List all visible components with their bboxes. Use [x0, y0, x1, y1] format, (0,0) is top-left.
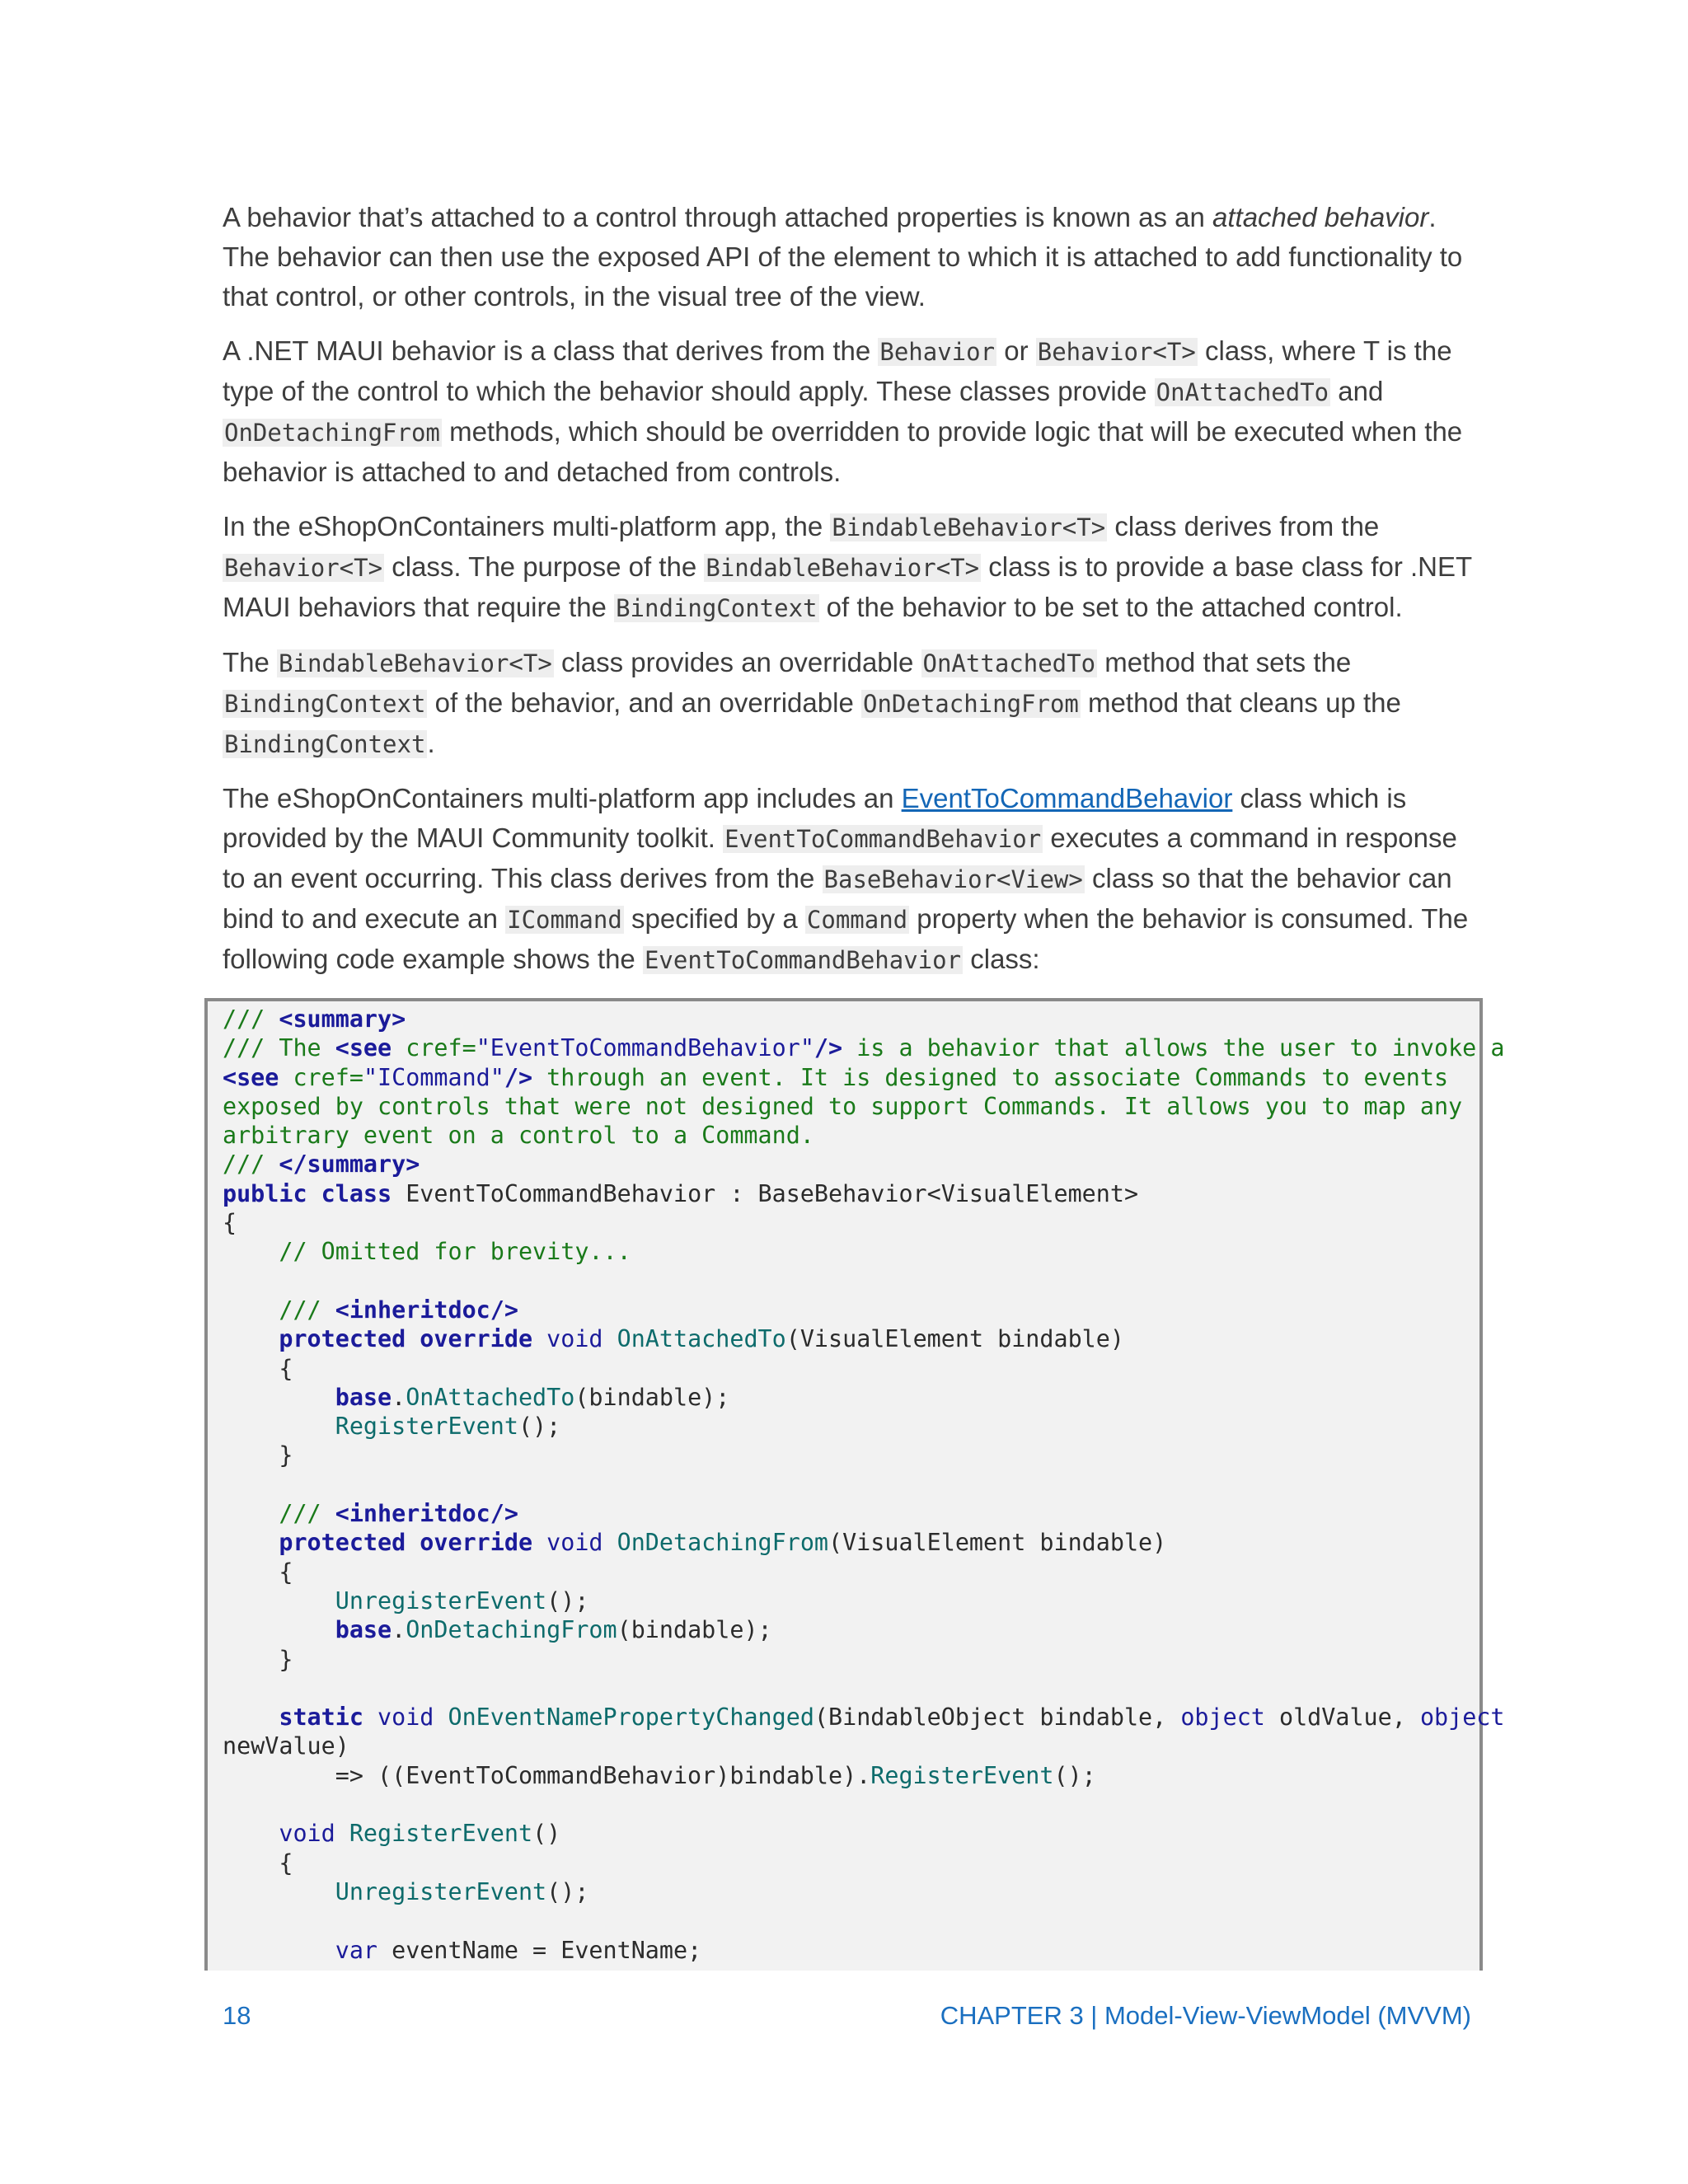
code-line: [223, 1296, 518, 1324]
inline-code: EventToCommandBehavior: [724, 825, 1042, 853]
inline-code: Behavior<T>: [224, 554, 383, 582]
code-token: => ((EventToCommandBehavior)bindable).: [223, 1761, 871, 1789]
inline-code: ICommand: [507, 906, 622, 934]
code-token: UnregisterEvent: [335, 1586, 547, 1615]
code-token: /// The: [223, 1034, 335, 1062]
code-token: [223, 1500, 279, 1527]
code-token: (bindable);: [574, 1383, 730, 1411]
code-token: ///: [223, 1005, 279, 1033]
code-token: // Omitted for brevity...: [279, 1238, 631, 1266]
code-line: [223, 1616, 772, 1643]
code-token: through an event. It is designed to associate Commands to events: [532, 1063, 1449, 1091]
code-token: [223, 1296, 279, 1324]
code-token: protected override: [279, 1529, 547, 1557]
code-token: (): [532, 1820, 561, 1848]
code-line: [223, 1849, 293, 1877]
code-token: [223, 1384, 335, 1411]
code-token: [223, 1587, 335, 1615]
inline-code: Behavior<T>: [1037, 338, 1196, 366]
code-token: EventToCommandBehavior : BaseBehavior<VisualElement>: [406, 1179, 1139, 1207]
code-token: OnAttachedTo: [406, 1383, 575, 1411]
code-token: oldValue,: [1264, 1704, 1420, 1732]
code-token: cref=: [293, 1063, 363, 1091]
code-token: [223, 1238, 279, 1265]
code-token: base: [335, 1383, 392, 1411]
code-line: [223, 1762, 1096, 1789]
code-token: "EventToCommandBehavior": [476, 1034, 814, 1062]
inline-code: BaseBehavior<View>: [823, 865, 1083, 893]
paragraph-bindable-behavior: In the eShopOnContainers multi-platform app, the BindableBehavior<T> class derives from the Behavior<T> class. The purpose of the BindableBehavior<T> class is to provide a base class for .NET MAUI behaviors that require the BindingContext of the behavior to be set to the attached control.: [223, 511, 1472, 622]
code-token: [223, 1325, 279, 1352]
paragraph-overridable-methods: The BindableBehavior<T> class provides an overridable OnAttachedTo method that sets the BindingContext of the behavior, and an overridable OnDetachingFrom method that cleans up the BindingContext.: [223, 647, 1401, 758]
page-number: 18: [223, 2001, 251, 2030]
inline-code: Behavior: [879, 338, 996, 366]
code-token: [223, 1529, 279, 1556]
code-token: />: [504, 1063, 533, 1091]
code-token: OnDetachingFrom: [617, 1529, 828, 1557]
code-token: void: [279, 1820, 349, 1848]
code-token: base: [335, 1616, 392, 1644]
inline-code: BindingContext: [224, 690, 426, 718]
inline-code: EventToCommandBehavior: [644, 946, 962, 974]
code-token: ();: [518, 1413, 561, 1441]
document-body: [223, 198, 1475, 995]
code-token: </summary>: [279, 1151, 420, 1179]
code-token: (bindable);: [617, 1616, 772, 1644]
emphasis-attached-behavior: attached behavior: [1212, 202, 1429, 232]
code-token: RegisterEvent: [335, 1413, 518, 1441]
chapter-title: CHAPTER 3 | Model-View-ViewModel (MVVM): [940, 2001, 1471, 2030]
code-token: .: [392, 1383, 406, 1411]
code-token: protected override: [279, 1325, 547, 1353]
code-token: [223, 1878, 335, 1905]
code-token: public class: [223, 1179, 406, 1207]
code-line: [223, 1093, 1462, 1120]
code-line: [223, 1384, 729, 1411]
inline-code: BindingContext: [616, 594, 818, 622]
code-line: [223, 1064, 1448, 1091]
inline-code: BindableBehavior<T>: [279, 649, 552, 677]
code-token: ();: [546, 1586, 589, 1615]
code-token: void: [377, 1704, 448, 1732]
code-token: void: [546, 1325, 617, 1353]
code-token: <see: [335, 1034, 406, 1062]
paragraph-event-to-command: The eShopOnContainers multi-platform app includes an EventToCommandBehavior class which is provided by the MAUI Community toolkit. EventToCommandBehavior executes a command in response to an event occurring. This class derives from the BaseBehavior<View> class so that the behavior can bind to and execute an ICommand specified by a Command property when the behavior is consumed. The following code example shows the EventToCommandBehavior class:: [223, 783, 1469, 974]
code-token: [223, 1616, 335, 1643]
code-token: ();: [546, 1877, 589, 1905]
code-token: exposed by controls that were not designed to support Commands. It allows you to map any: [223, 1092, 1463, 1120]
code-token: <inheritdoc/>: [335, 1296, 518, 1324]
code-line: [223, 1413, 560, 1440]
code-token: ///: [223, 1151, 279, 1179]
code-token: object: [1180, 1704, 1265, 1732]
code-token: {: [223, 1558, 293, 1586]
inline-code: OnDetachingFrom: [224, 419, 440, 447]
code-token: UnregisterEvent: [335, 1877, 547, 1905]
code-line: [223, 1355, 293, 1382]
code-token: <summary>: [279, 1005, 406, 1033]
code-token: />: [814, 1034, 843, 1062]
code-token: (BindableObject bindable,: [814, 1704, 1181, 1732]
code-token: {: [223, 1209, 237, 1237]
code-token: }: [223, 1441, 293, 1469]
inline-code: Command: [806, 906, 908, 934]
inline-code: BindableBehavior<T>: [832, 513, 1106, 541]
code-token: OnEventNamePropertyChanged: [448, 1704, 814, 1732]
inline-code: BindingContext: [224, 730, 426, 758]
code-token: "ICommand": [363, 1063, 504, 1091]
code-token: newValue): [223, 1732, 349, 1760]
code-line: [223, 1034, 1504, 1062]
code-line: [223, 1500, 518, 1527]
code-token: ///: [279, 1296, 335, 1324]
code-token: static: [279, 1704, 378, 1732]
code-token: OnDetachingFrom: [406, 1616, 617, 1644]
code-token: ();: [1053, 1761, 1096, 1789]
code-token: {: [223, 1849, 293, 1877]
code-line: [223, 1529, 1166, 1556]
code-line: [223, 1122, 814, 1149]
code-line: [223, 1325, 1124, 1352]
code-token: OnAttachedTo: [617, 1325, 786, 1353]
code-token: object: [1419, 1704, 1505, 1732]
code-block: [204, 998, 1505, 1971]
code-line: [223, 1151, 420, 1178]
code-token: arbitrary event on a control to a Command.: [223, 1122, 814, 1150]
code-token: <inheritdoc/>: [335, 1500, 518, 1528]
code-token: void: [546, 1529, 617, 1557]
code-token: (VisualElement bindable): [785, 1325, 1124, 1353]
code-line: [223, 1820, 560, 1847]
code-token: {: [223, 1354, 293, 1382]
code-token: is a behavior that allows the user to invoke a: [842, 1034, 1505, 1062]
code-token: ///: [279, 1500, 335, 1528]
code-line: [223, 1704, 1505, 1731]
code-token: (VisualElement bindable): [828, 1529, 1167, 1557]
code-line: [223, 1558, 293, 1586]
code-line: [223, 1732, 349, 1760]
inline-code: BindableBehavior<T>: [706, 554, 980, 582]
code-line: [223, 1937, 701, 1964]
code-token: <see: [223, 1063, 293, 1091]
code-token: var: [335, 1936, 378, 1964]
code-line: [223, 1005, 406, 1033]
paragraph-attached-behavior: A behavior that’s attached to a control through attached properties is known as an attached behavior. The behavior can then use the exposed API of the element to which it is attached to add functionality to that control, or other controls, in the visual tree of the view.: [223, 202, 1463, 312]
paragraph-maui-behavior: A .NET MAUI behavior is a class that derives from the Behavior or Behavior<T> class, where T is the type of the control to which the behavior should apply. These classes provide OnAttachedTo and OnDetachingFrom methods, which should be overridden to provide logic that will be executed when the behavior is attached to and detached from controls.: [223, 335, 1463, 487]
inline-code: OnAttachedTo: [922, 649, 1096, 677]
code-line: [223, 1180, 1138, 1207]
code-token: eventName = EventName;: [377, 1936, 702, 1964]
code-line: [223, 1209, 237, 1236]
code-token: [223, 1704, 279, 1731]
inline-code: OnAttachedTo: [1156, 378, 1329, 406]
code-token: .: [392, 1616, 406, 1644]
inline-code: OnDetachingFrom: [862, 690, 1079, 718]
code-token: }: [223, 1645, 293, 1673]
code-token: [223, 1937, 335, 1964]
code-listing: [208, 1001, 1505, 1965]
event-to-command-behavior-link[interactable]: EventToCommandBehavior: [901, 783, 1233, 813]
code-line: [223, 1878, 588, 1905]
code-token: RegisterEvent: [349, 1820, 533, 1848]
code-line: [223, 1646, 293, 1673]
code-token: [223, 1413, 335, 1440]
code-line: [223, 1238, 631, 1265]
code-token: [223, 1820, 279, 1847]
code-line: [223, 1587, 588, 1615]
code-line: [223, 1441, 293, 1469]
code-token: RegisterEvent: [870, 1761, 1054, 1789]
code-token: cref=: [406, 1034, 476, 1062]
